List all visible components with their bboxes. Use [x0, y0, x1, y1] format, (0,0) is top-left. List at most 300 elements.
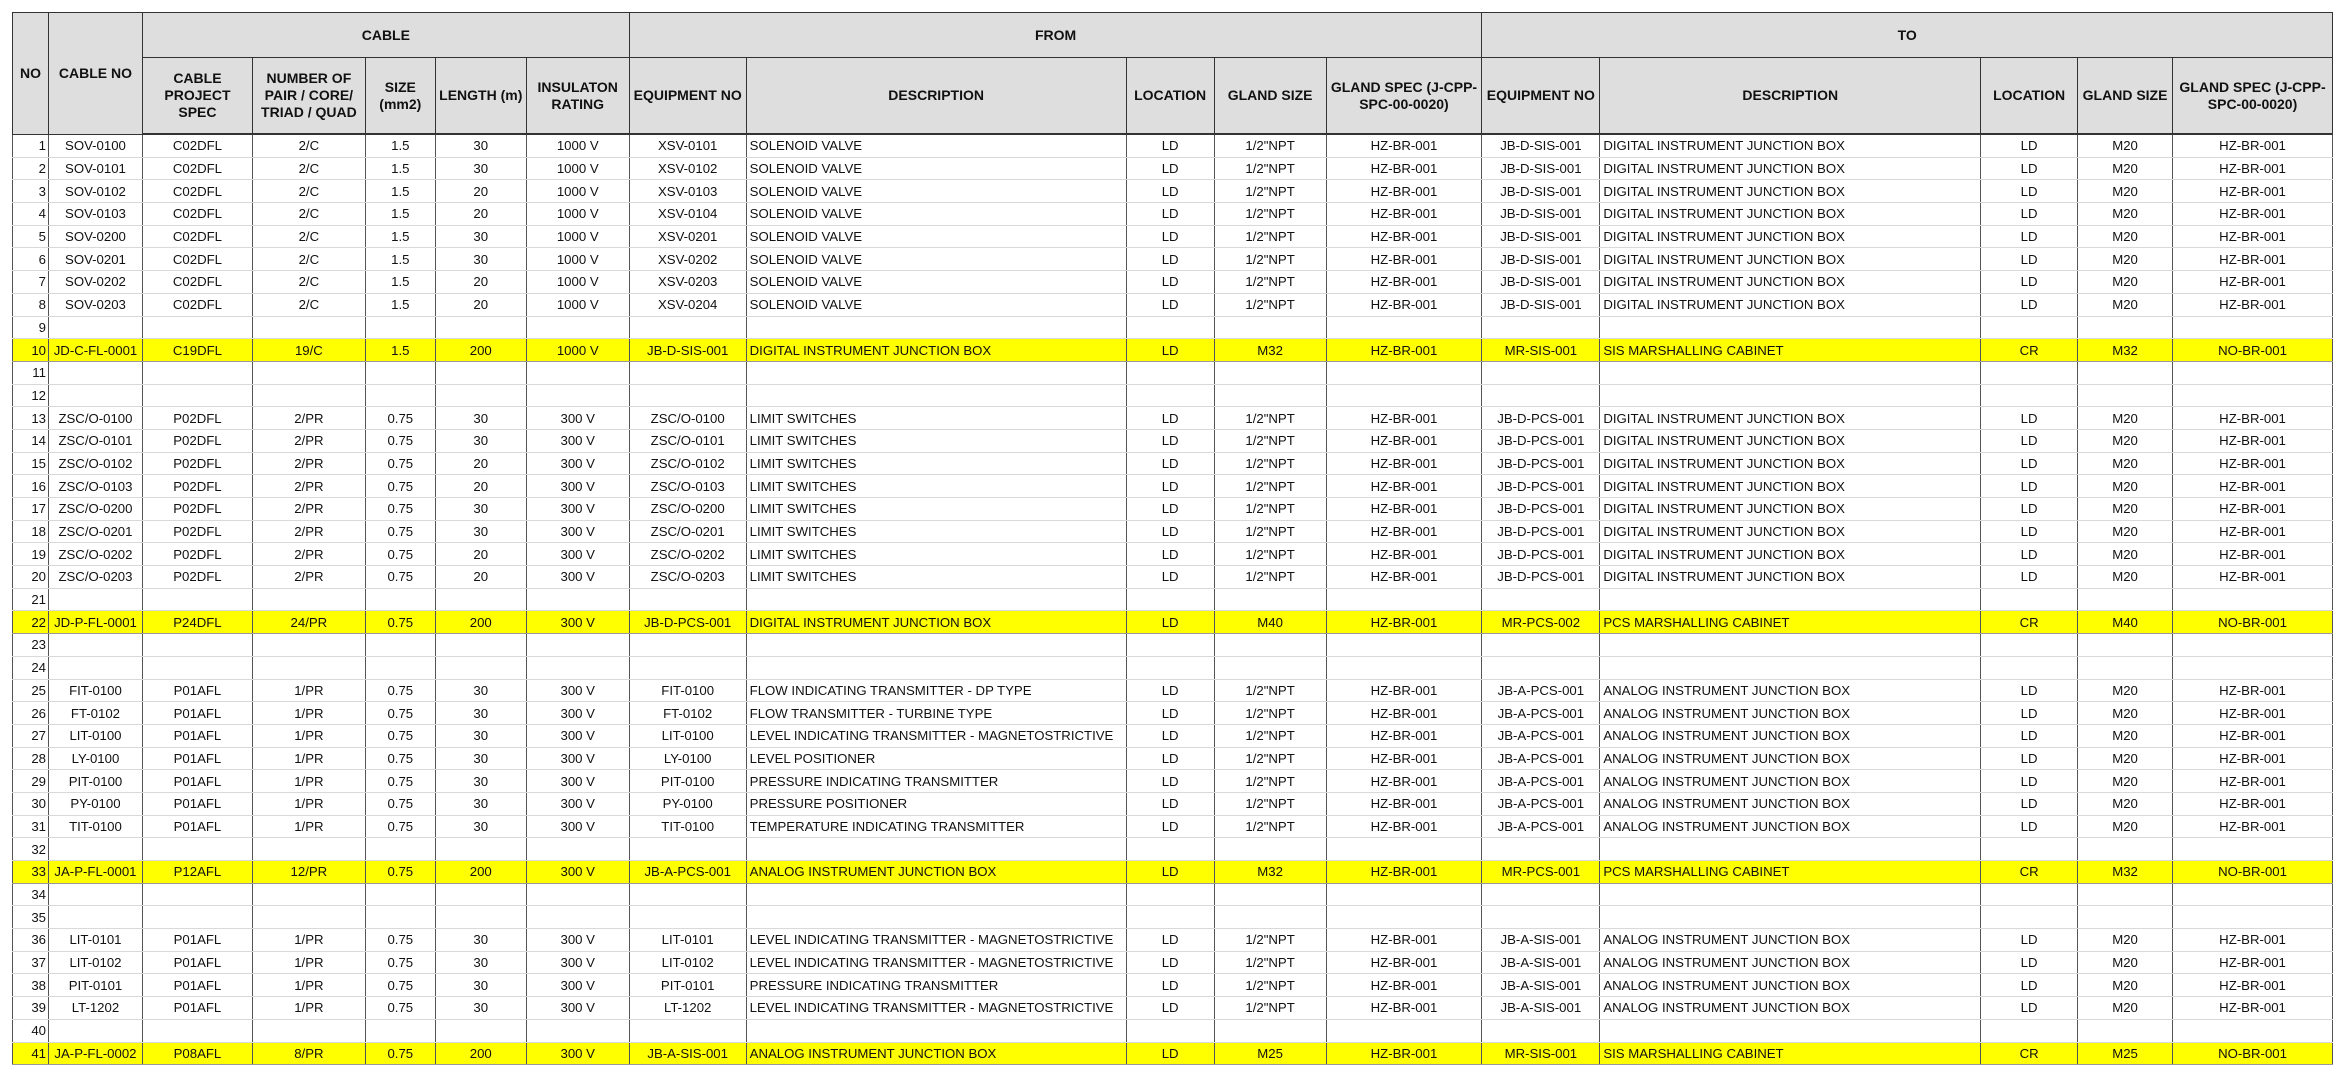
cell-from-equipment-no: ZSC/O-0202 — [629, 543, 746, 566]
table-row — [13, 157, 2333, 180]
cell-length: 30 — [435, 997, 526, 1020]
cell-from-description — [746, 361, 1126, 384]
cell-length — [435, 906, 526, 929]
cell-from-location — [1126, 361, 1214, 384]
cell-from-location: LD — [1126, 180, 1214, 203]
cell-cable-no: PIT-0100 — [48, 770, 142, 793]
cell-size — [365, 1019, 435, 1042]
cell-to-gland-size: M20 — [2078, 293, 2173, 316]
table-row — [13, 225, 2333, 248]
cell-from-equipment-no — [629, 316, 746, 339]
cell-insulation-rating — [526, 883, 629, 906]
cell-from-equipment-no: ZSC/O-0102 — [629, 452, 746, 475]
cell-from-location: LD — [1126, 792, 1214, 815]
cell-row-no: 21 — [13, 588, 49, 611]
cell-to-gland-spec — [2173, 838, 2333, 861]
cell-to-equipment-no: JB-A-PCS-001 — [1482, 747, 1600, 770]
cell-to-gland-size — [2078, 384, 2173, 407]
cell-to-location: LD — [1981, 702, 2078, 725]
cell-size: 0.75 — [365, 475, 435, 498]
cell-to-gland-size — [2078, 1019, 2173, 1042]
cell-to-description: ANALOG INSTRUMENT JUNCTION BOX — [1600, 951, 1981, 974]
cell-to-description: ANALOG INSTRUMENT JUNCTION BOX — [1600, 974, 1981, 997]
header-to-description: DESCRIPTION — [1600, 58, 1981, 135]
cell-to-equipment-no: JB-A-SIS-001 — [1482, 951, 1600, 974]
cell-to-location — [1981, 634, 2078, 657]
cell-to-gland-size — [2078, 634, 2173, 657]
cell-from-gland-size: 1/2"NPT — [1214, 407, 1326, 430]
cell-cable-project-spec: P01AFL — [142, 929, 252, 952]
cell-size: 0.75 — [365, 566, 435, 589]
cell-to-gland-spec: HZ-BR-001 — [2173, 452, 2333, 475]
cell-to-location: LD — [1981, 271, 2078, 294]
table-row — [13, 792, 2333, 815]
cell-from-equipment-no: PIT-0101 — [629, 974, 746, 997]
cell-from-description: SOLENOID VALVE — [746, 248, 1126, 271]
cell-insulation-rating — [526, 1019, 629, 1042]
cell-insulation-rating: 300 V — [526, 611, 629, 634]
cell-from-equipment-no — [629, 588, 746, 611]
cell-to-gland-size: M20 — [2078, 951, 2173, 974]
cell-length: 30 — [435, 248, 526, 271]
cell-pair-count: 2/PR — [252, 429, 365, 452]
cell-to-gland-spec: NO-BR-001 — [2173, 861, 2333, 884]
cell-to-gland-size: M20 — [2078, 225, 2173, 248]
cell-length: 20 — [435, 180, 526, 203]
cell-from-equipment-no: ZSC/O-0100 — [629, 407, 746, 430]
cell-from-equipment-no: LIT-0101 — [629, 929, 746, 952]
cell-to-location: CR — [1981, 611, 2078, 634]
cell-from-description — [746, 634, 1126, 657]
cell-to-gland-size: M20 — [2078, 543, 2173, 566]
cell-to-location: LD — [1981, 724, 2078, 747]
cell-from-gland-spec: HZ-BR-001 — [1326, 1042, 1482, 1065]
cell-pair-count: 2/C — [252, 271, 365, 294]
table-row — [13, 906, 2333, 929]
cell-from-location — [1126, 838, 1214, 861]
cell-from-location: LD — [1126, 543, 1214, 566]
cell-from-gland-spec: HZ-BR-001 — [1326, 225, 1482, 248]
cell-from-location: LD — [1126, 475, 1214, 498]
cell-cable-project-spec — [142, 588, 252, 611]
cell-from-equipment-no: XSV-0101 — [629, 134, 746, 157]
cell-row-no: 11 — [13, 361, 49, 384]
cell-from-description: LEVEL INDICATING TRANSMITTER - MAGNETOSTRICTIVE — [746, 929, 1126, 952]
cell-from-gland-spec: HZ-BR-001 — [1326, 452, 1482, 475]
cell-to-equipment-no: JB-A-SIS-001 — [1482, 997, 1600, 1020]
cell-to-gland-size: M20 — [2078, 929, 2173, 952]
cell-pair-count: 8/PR — [252, 1042, 365, 1065]
cell-from-gland-size: 1/2"NPT — [1214, 180, 1326, 203]
table-row — [13, 134, 2333, 157]
cell-from-description: FLOW TRANSMITTER - TURBINE TYPE — [746, 702, 1126, 725]
cell-from-gland-spec: HZ-BR-001 — [1326, 339, 1482, 362]
cell-length: 20 — [435, 543, 526, 566]
header-to-gland-size: GLAND SIZE — [2078, 58, 2173, 135]
cell-to-equipment-no: JB-A-PCS-001 — [1482, 702, 1600, 725]
cell-to-gland-spec — [2173, 384, 2333, 407]
cell-pair-count: 1/PR — [252, 974, 365, 997]
cell-to-equipment-no: JB-D-SIS-001 — [1482, 248, 1600, 271]
cell-insulation-rating — [526, 316, 629, 339]
cell-to-gland-spec: HZ-BR-001 — [2173, 724, 2333, 747]
cell-from-equipment-no: JB-D-SIS-001 — [629, 339, 746, 362]
cell-from-location: LD — [1126, 157, 1214, 180]
cell-to-location — [1981, 838, 2078, 861]
cell-pair-count: 1/PR — [252, 702, 365, 725]
cell-to-location: LD — [1981, 997, 2078, 1020]
cell-cable-no — [48, 883, 142, 906]
table-row — [13, 770, 2333, 793]
cell-to-equipment-no: JB-D-SIS-001 — [1482, 271, 1600, 294]
cell-insulation-rating — [526, 384, 629, 407]
cell-from-description: PRESSURE INDICATING TRANSMITTER — [746, 770, 1126, 793]
cell-pair-count: 2/C — [252, 157, 365, 180]
cell-to-description: DIGITAL INSTRUMENT JUNCTION BOX — [1600, 407, 1981, 430]
cell-row-no: 10 — [13, 339, 49, 362]
cell-from-gland-spec: HZ-BR-001 — [1326, 271, 1482, 294]
cell-size — [365, 316, 435, 339]
cell-from-description: LIMIT SWITCHES — [746, 452, 1126, 475]
cell-row-no: 12 — [13, 384, 49, 407]
cell-to-equipment-no: JB-D-SIS-001 — [1482, 293, 1600, 316]
cell-cable-no: ZSC/O-0101 — [48, 429, 142, 452]
cell-from-gland-spec: HZ-BR-001 — [1326, 997, 1482, 1020]
cell-from-equipment-no: XSV-0103 — [629, 180, 746, 203]
cell-row-no: 26 — [13, 702, 49, 725]
table-row — [13, 339, 2333, 362]
cell-from-equipment-no — [629, 838, 746, 861]
cell-to-location: LD — [1981, 951, 2078, 974]
cell-to-location: LD — [1981, 520, 2078, 543]
table-row — [13, 271, 2333, 294]
cell-pair-count: 2/PR — [252, 452, 365, 475]
cell-from-gland-size: 1/2"NPT — [1214, 679, 1326, 702]
cell-to-gland-spec — [2173, 1019, 2333, 1042]
cell-from-equipment-no: JB-A-SIS-001 — [629, 1042, 746, 1065]
cell-from-equipment-no: XSV-0204 — [629, 293, 746, 316]
cell-to-location: LD — [1981, 452, 2078, 475]
cell-cable-project-spec: P01AFL — [142, 679, 252, 702]
cell-cable-project-spec — [142, 656, 252, 679]
table-row — [13, 316, 2333, 339]
cell-cable-no: SOV-0203 — [48, 293, 142, 316]
cell-cable-no — [48, 588, 142, 611]
cell-to-equipment-no: JB-A-PCS-001 — [1482, 792, 1600, 815]
cell-length: 200 — [435, 861, 526, 884]
cell-cable-no — [48, 361, 142, 384]
cell-from-equipment-no — [629, 656, 746, 679]
table-row — [13, 543, 2333, 566]
cell-cable-no: ZSC/O-0103 — [48, 475, 142, 498]
cell-row-no: 27 — [13, 724, 49, 747]
header-no: NO — [13, 13, 49, 135]
cell-to-location: LD — [1981, 203, 2078, 226]
header-cable-no: CABLE NO — [48, 13, 142, 135]
cell-cable-no: ZSC/O-0202 — [48, 543, 142, 566]
cell-from-location: LD — [1126, 225, 1214, 248]
cell-to-gland-size: M20 — [2078, 566, 2173, 589]
table-header — [13, 13, 2333, 135]
cell-to-gland-size: M20 — [2078, 271, 2173, 294]
cell-size: 0.75 — [365, 429, 435, 452]
cell-to-description — [1600, 384, 1981, 407]
cell-length: 30 — [435, 724, 526, 747]
cell-cable-project-spec — [142, 361, 252, 384]
cell-from-gland-spec: HZ-BR-001 — [1326, 157, 1482, 180]
cell-insulation-rating — [526, 588, 629, 611]
cell-to-gland-spec: HZ-BR-001 — [2173, 815, 2333, 838]
cell-row-no: 20 — [13, 566, 49, 589]
cell-row-no: 7 — [13, 271, 49, 294]
cell-from-gland-spec — [1326, 316, 1482, 339]
cell-from-gland-spec — [1326, 883, 1482, 906]
cell-row-no: 17 — [13, 498, 49, 521]
cell-from-gland-spec: HZ-BR-001 — [1326, 747, 1482, 770]
cell-size: 0.75 — [365, 1042, 435, 1065]
cell-from-location: LD — [1126, 248, 1214, 271]
cell-pair-count — [252, 838, 365, 861]
cell-from-equipment-no: JB-A-PCS-001 — [629, 861, 746, 884]
cell-pair-count: 2/C — [252, 225, 365, 248]
header-from-gland-spec: GLAND SPEC (J-CPP-SPC-00-0020) — [1326, 58, 1482, 135]
cell-insulation-rating: 300 V — [526, 815, 629, 838]
cell-size — [365, 361, 435, 384]
cell-length: 30 — [435, 225, 526, 248]
cell-to-equipment-no — [1482, 656, 1600, 679]
cell-from-location: LD — [1126, 429, 1214, 452]
cell-to-location: LD — [1981, 679, 2078, 702]
cell-from-gland-size: 1/2"NPT — [1214, 248, 1326, 271]
cell-to-gland-size — [2078, 588, 2173, 611]
cell-cable-project-spec: P24DFL — [142, 611, 252, 634]
cell-from-gland-size: 1/2"NPT — [1214, 429, 1326, 452]
cell-row-no: 5 — [13, 225, 49, 248]
cell-cable-project-spec: C02DFL — [142, 293, 252, 316]
cell-to-equipment-no — [1482, 1019, 1600, 1042]
cell-to-equipment-no: JB-D-PCS-001 — [1482, 566, 1600, 589]
cell-from-description — [746, 838, 1126, 861]
cell-to-equipment-no: JB-A-SIS-001 — [1482, 929, 1600, 952]
cell-from-description: LIMIT SWITCHES — [746, 566, 1126, 589]
cell-to-equipment-no: JB-D-SIS-001 — [1482, 203, 1600, 226]
cell-from-description: LIMIT SWITCHES — [746, 543, 1126, 566]
cell-from-gland-size: 1/2"NPT — [1214, 293, 1326, 316]
cell-size — [365, 838, 435, 861]
cell-to-description — [1600, 656, 1981, 679]
cell-pair-count — [252, 1019, 365, 1042]
cell-from-location: LD — [1126, 702, 1214, 725]
cell-from-equipment-no: TIT-0100 — [629, 815, 746, 838]
cell-to-gland-spec: HZ-BR-001 — [2173, 225, 2333, 248]
cell-to-location: LD — [1981, 475, 2078, 498]
cell-from-gland-spec: HZ-BR-001 — [1326, 815, 1482, 838]
cell-size: 1.5 — [365, 293, 435, 316]
cell-from-location — [1126, 1019, 1214, 1042]
cell-from-description: SOLENOID VALVE — [746, 180, 1126, 203]
cell-to-location: LD — [1981, 566, 2078, 589]
cell-to-description: ANALOG INSTRUMENT JUNCTION BOX — [1600, 724, 1981, 747]
cell-cable-project-spec: P01AFL — [142, 951, 252, 974]
table-row — [13, 1042, 2333, 1065]
cell-size: 0.75 — [365, 997, 435, 1020]
cell-to-gland-size — [2078, 656, 2173, 679]
cell-to-gland-size — [2078, 838, 2173, 861]
cell-from-description: LIMIT SWITCHES — [746, 498, 1126, 521]
cell-pair-count: 2/PR — [252, 566, 365, 589]
cell-to-equipment-no — [1482, 384, 1600, 407]
cell-from-gland-size — [1214, 1019, 1326, 1042]
cell-to-description — [1600, 838, 1981, 861]
cell-to-gland-spec: HZ-BR-001 — [2173, 951, 2333, 974]
cell-row-no: 3 — [13, 180, 49, 203]
cell-to-location — [1981, 588, 2078, 611]
cell-size: 0.75 — [365, 861, 435, 884]
cell-length: 20 — [435, 271, 526, 294]
cell-to-gland-size: M20 — [2078, 679, 2173, 702]
cell-to-description: SIS MARSHALLING CABINET — [1600, 1042, 1981, 1065]
cell-to-equipment-no: MR-PCS-002 — [1482, 611, 1600, 634]
cell-from-gland-spec — [1326, 588, 1482, 611]
cell-from-gland-size: 1/2"NPT — [1214, 475, 1326, 498]
cell-row-no: 31 — [13, 815, 49, 838]
cell-cable-no: SOV-0103 — [48, 203, 142, 226]
cell-to-location — [1981, 316, 2078, 339]
table-row — [13, 498, 2333, 521]
header-to-location: LOCATION — [1981, 58, 2078, 135]
cell-to-location — [1981, 906, 2078, 929]
cell-from-gland-size: 1/2"NPT — [1214, 951, 1326, 974]
cell-to-equipment-no: JB-D-SIS-001 — [1482, 225, 1600, 248]
cell-length: 20 — [435, 452, 526, 475]
cell-to-location — [1981, 656, 2078, 679]
cell-from-equipment-no — [629, 361, 746, 384]
cell-to-gland-spec: NO-BR-001 — [2173, 339, 2333, 362]
cell-row-no: 9 — [13, 316, 49, 339]
cell-from-gland-size: M32 — [1214, 339, 1326, 362]
cell-to-equipment-no: JB-D-SIS-001 — [1482, 157, 1600, 180]
cell-to-gland-size: M20 — [2078, 792, 2173, 815]
cell-cable-no: PY-0100 — [48, 792, 142, 815]
cell-to-gland-size: M20 — [2078, 248, 2173, 271]
cell-length — [435, 361, 526, 384]
cell-insulation-rating: 300 V — [526, 679, 629, 702]
cell-length — [435, 316, 526, 339]
cell-from-equipment-no: ZSC/O-0201 — [629, 520, 746, 543]
cell-from-description: SOLENOID VALVE — [746, 203, 1126, 226]
cell-pair-count — [252, 656, 365, 679]
cell-to-gland-spec: HZ-BR-001 — [2173, 770, 2333, 793]
cell-to-description: SIS MARSHALLING CABINET — [1600, 339, 1981, 362]
cell-to-location: LD — [1981, 974, 2078, 997]
cell-insulation-rating: 300 V — [526, 1042, 629, 1065]
cell-cable-no — [48, 1019, 142, 1042]
cell-to-gland-size — [2078, 883, 2173, 906]
cell-cable-no: ZSC/O-0201 — [48, 520, 142, 543]
cell-to-equipment-no: MR-SIS-001 — [1482, 339, 1600, 362]
table-row — [13, 384, 2333, 407]
cell-size — [365, 588, 435, 611]
cell-to-description: DIGITAL INSTRUMENT JUNCTION BOX — [1600, 271, 1981, 294]
table-row — [13, 611, 2333, 634]
cell-row-no: 38 — [13, 974, 49, 997]
cell-from-gland-spec: HZ-BR-001 — [1326, 475, 1482, 498]
cell-to-description — [1600, 588, 1981, 611]
header-size: SIZE (mm2) — [365, 58, 435, 135]
cell-from-gland-spec: HZ-BR-001 — [1326, 498, 1482, 521]
cell-insulation-rating: 1000 V — [526, 180, 629, 203]
cell-from-equipment-no — [629, 1019, 746, 1042]
cell-from-description — [746, 1019, 1126, 1042]
cell-to-gland-spec: HZ-BR-001 — [2173, 974, 2333, 997]
cell-from-gland-size: 1/2"NPT — [1214, 792, 1326, 815]
cell-from-description: LEVEL INDICATING TRANSMITTER - MAGNETOSTRICTIVE — [746, 724, 1126, 747]
cell-length: 30 — [435, 702, 526, 725]
cell-pair-count: 2/PR — [252, 543, 365, 566]
cell-to-description: DIGITAL INSTRUMENT JUNCTION BOX — [1600, 293, 1981, 316]
cell-pair-count: 24/PR — [252, 611, 365, 634]
cell-insulation-rating — [526, 361, 629, 384]
cell-from-gland-size: 1/2"NPT — [1214, 770, 1326, 793]
cell-from-gland-spec — [1326, 384, 1482, 407]
cell-to-gland-spec: HZ-BR-001 — [2173, 792, 2333, 815]
cell-from-description — [746, 588, 1126, 611]
cell-from-description: LIMIT SWITCHES — [746, 520, 1126, 543]
cell-to-description: PCS MARSHALLING CABINET — [1600, 611, 1981, 634]
table-row — [13, 566, 2333, 589]
cell-from-gland-size — [1214, 883, 1326, 906]
cell-cable-project-spec: P02DFL — [142, 452, 252, 475]
cell-pair-count — [252, 883, 365, 906]
cell-from-gland-size — [1214, 316, 1326, 339]
cell-to-gland-spec: HZ-BR-001 — [2173, 929, 2333, 952]
cell-to-location: LD — [1981, 543, 2078, 566]
cell-to-equipment-no: JB-D-PCS-001 — [1482, 475, 1600, 498]
table-row — [13, 407, 2333, 430]
cell-length — [435, 883, 526, 906]
cell-row-no: 39 — [13, 997, 49, 1020]
cell-from-gland-spec: HZ-BR-001 — [1326, 861, 1482, 884]
cell-from-gland-spec: HZ-BR-001 — [1326, 974, 1482, 997]
cell-from-gland-spec: HZ-BR-001 — [1326, 770, 1482, 793]
cell-from-description: LIMIT SWITCHES — [746, 407, 1126, 430]
cell-to-location — [1981, 384, 2078, 407]
cell-from-gland-size: 1/2"NPT — [1214, 203, 1326, 226]
cell-cable-no: FIT-0100 — [48, 679, 142, 702]
cell-to-gland-spec: HZ-BR-001 — [2173, 429, 2333, 452]
cell-cable-project-spec: P02DFL — [142, 475, 252, 498]
cell-row-no: 35 — [13, 906, 49, 929]
cell-length — [435, 656, 526, 679]
table-row — [13, 180, 2333, 203]
cell-from-description: LEVEL POSITIONER — [746, 747, 1126, 770]
cell-cable-no: SOV-0202 — [48, 271, 142, 294]
table-row — [13, 1019, 2333, 1042]
cell-from-location: LD — [1126, 1042, 1214, 1065]
cell-from-gland-size: 1/2"NPT — [1214, 997, 1326, 1020]
cell-length: 200 — [435, 339, 526, 362]
cell-length: 30 — [435, 520, 526, 543]
cell-from-location: LD — [1126, 407, 1214, 430]
cell-to-description — [1600, 634, 1981, 657]
cell-length — [435, 384, 526, 407]
cell-from-gland-spec: HZ-BR-001 — [1326, 951, 1482, 974]
cell-insulation-rating: 1000 V — [526, 339, 629, 362]
cell-from-equipment-no: ZSC/O-0200 — [629, 498, 746, 521]
cell-from-equipment-no: PIT-0100 — [629, 770, 746, 793]
cell-cable-no: ZSC/O-0200 — [48, 498, 142, 521]
cell-row-no: 22 — [13, 611, 49, 634]
